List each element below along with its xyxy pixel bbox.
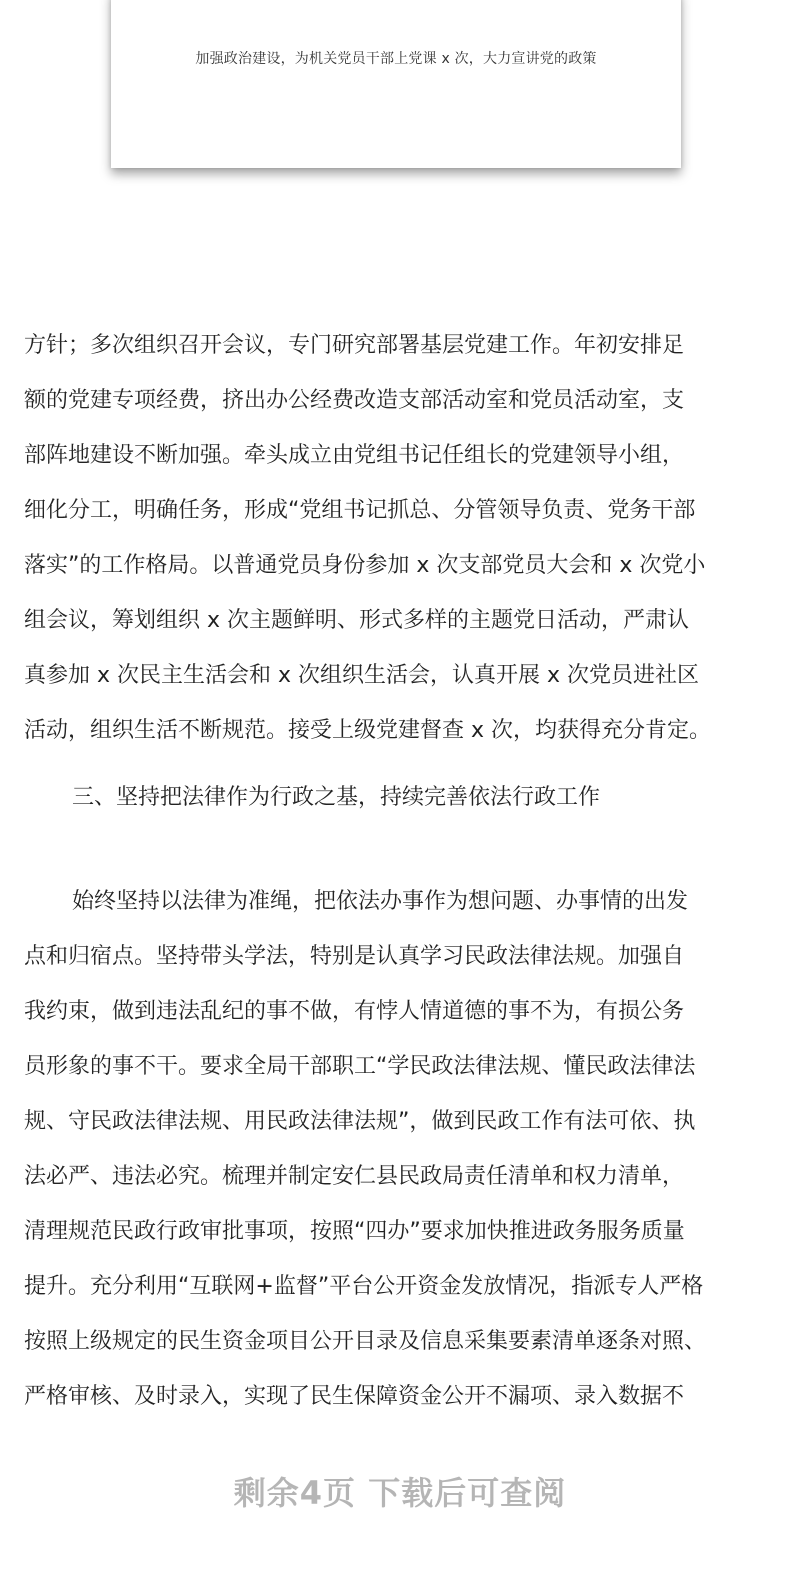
paragraph-line: 严格审核、及时录入，实现了民生保障资金公开不漏项、录入数据不	[24, 1384, 685, 1409]
paragraph-line: 提升。充分利用“互联网+监督”平台公开资金发放情况，指派专人严格	[24, 1274, 704, 1299]
paragraph-line: 始终坚持以法律为准绳，把依法办事作为想问题、办事情的出发	[72, 889, 689, 914]
remaining-pages-note[interactable]: 剩余4页 下载后可查阅	[233, 1474, 567, 1512]
paragraph-line: 方针；多次组织召开会议，专门研究部署基层党建工作。年初安排足	[24, 333, 685, 358]
paragraph-line: 按照上级规定的民生资金项目公开目录及信息采集要素清单逐条对照、	[24, 1329, 707, 1354]
paragraph-line: 组会议，筹划组织 x 次主题鲜明、形式多样的主题党日活动，严肃认	[24, 608, 690, 633]
paragraph-line: 法必严、违法必究。梳理并制定安仁县民政局责任清单和权力清单，	[24, 1164, 685, 1189]
preview-caption: 加强政治建设，为机关党员干部上党课 x 次，大力宣讲党的政策	[195, 51, 597, 67]
section-heading: 三、坚持把法律作为行政之基，持续完善依法行政工作	[72, 785, 601, 810]
paragraph-line: 我约束，做到违法乱纪的事不做，有悖人情道德的事不为，有损公务	[24, 999, 685, 1024]
paragraph-line: 部阵地建设不断加强。牵头成立由党组书记任组长的党建领导小组，	[24, 443, 685, 468]
document-preview-card	[111, 0, 681, 168]
paragraph-line: 清理规范民政行政审批事项，按照“四办”要求加快推进政务服务质量	[24, 1219, 685, 1244]
paragraph-line: 员形象的事不干。要求全局干部职工“学民政法律法规、懂民政法律法	[24, 1054, 696, 1079]
paragraph-line: 落实”的工作格局。以普通党员身份参加 x 次支部党员大会和 x 次党小	[24, 553, 706, 578]
paragraph-line: 真参加 x 次民主生活会和 x 次组织生活会，认真开展 x 次党员进社区	[24, 663, 700, 688]
paragraph-line: 点和归宿点。坚持带头学法，特别是认真学习民政法律法规。加强自	[24, 944, 685, 969]
paragraph-line: 细化分工，明确任务，形成“党组书记抓总、分管领导负责、党务干部	[24, 498, 696, 523]
paragraph-line: 活动，组织生活不断规范。接受上级党建督查 x 次，均获得充分肯定。	[24, 718, 712, 743]
paragraph-line: 额的党建专项经费，挤出办公经费改造支部活动室和党员活动室，支	[24, 388, 685, 413]
paragraph-line: 规、守民政法律法规、用民政法律法规”，做到民政工作有法可依、执	[24, 1109, 696, 1134]
